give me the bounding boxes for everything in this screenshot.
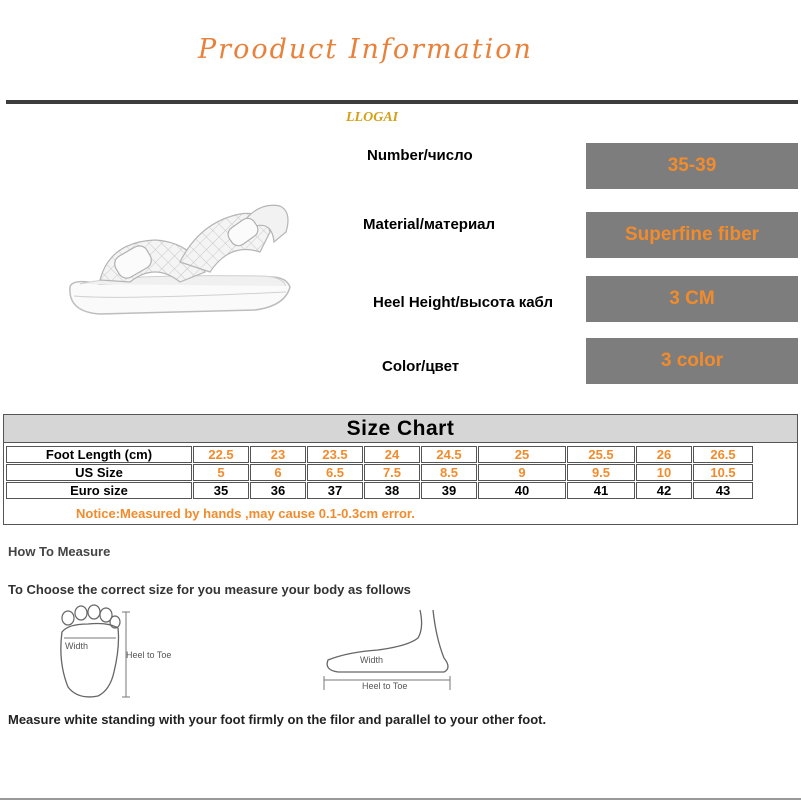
table-cell: 6 <box>250 464 306 481</box>
spec-value-color: 3 color <box>586 338 798 384</box>
side-heel-to-toe-label: Heel to Toe <box>362 681 408 691</box>
title-divider <box>6 100 798 104</box>
table-cell: 41 <box>567 482 635 499</box>
row-label: Foot Length (cm) <box>6 446 192 463</box>
table-cell: 43 <box>693 482 753 499</box>
size-chart-notice: Notice:Measured by hands ,may cause 0.1-0.3cm error. <box>76 506 415 521</box>
spec-label-number: Number/число <box>367 147 473 164</box>
table-cell: 38 <box>364 482 420 499</box>
width-label: Width <box>65 641 89 651</box>
table-cell: 26.5 <box>693 446 753 463</box>
spec-label-color: Color/цвет <box>382 358 460 375</box>
table-cell: 6.5 <box>307 464 363 481</box>
table-cell: 39 <box>421 482 477 499</box>
table-cell: 10.5 <box>693 464 753 481</box>
table-cell: 36 <box>250 482 306 499</box>
spec-label-heel-height: Heel Height/высота кабл <box>373 294 553 311</box>
size-chart-title: Size Chart <box>4 415 797 443</box>
table-cell: 25.5 <box>567 446 635 463</box>
how-to-measure-intro: To Choose the correct size for you measure your body as follows <box>8 582 411 597</box>
table-cell: 5 <box>193 464 249 481</box>
spec-value-material: Superfine fiber <box>586 212 798 258</box>
page-title: Prooduct Information <box>198 34 533 65</box>
table-cell: 9 <box>478 464 566 481</box>
table-cell: 10 <box>636 464 692 481</box>
table-cell: 22.5 <box>193 446 249 463</box>
table-cell: 37 <box>307 482 363 499</box>
table-cell: 23 <box>250 446 306 463</box>
brand-name: LLOGAI <box>346 110 399 125</box>
size-chart-table <box>5 445 754 500</box>
table-cell: 9.5 <box>567 464 635 481</box>
spec-value-number: 35-39 <box>586 143 798 189</box>
spec-label-material: Material/материал <box>363 216 496 233</box>
table-cell: 23.5 <box>307 446 363 463</box>
table-row <box>6 464 753 481</box>
foot-top-view-diagram <box>48 602 198 702</box>
table-cell: 24.5 <box>421 446 477 463</box>
table-cell: 7.5 <box>364 464 420 481</box>
how-to-measure-heading: How To Measure <box>8 544 111 559</box>
row-label: US Size <box>6 464 192 481</box>
table-cell: 25 <box>478 446 566 463</box>
product-image-sandal <box>60 192 300 332</box>
table-cell: 42 <box>636 482 692 499</box>
spec-value-heel-height: 3 CM <box>586 276 798 322</box>
heel-to-toe-label: Heel to Toe <box>126 650 172 660</box>
table-row <box>6 446 753 463</box>
table-cell: 26 <box>636 446 692 463</box>
side-width-label: Width <box>360 655 384 665</box>
table-cell: 24 <box>364 446 420 463</box>
table-cell: 40 <box>478 482 566 499</box>
size-chart <box>3 414 798 525</box>
row-label: Euro size <box>6 482 192 499</box>
table-cell: 8.5 <box>421 464 477 481</box>
table-row <box>6 482 753 499</box>
table-cell: 35 <box>193 482 249 499</box>
measure-note: Measure white standing with your foot firmly on the filor and parallel to your other foot. <box>8 712 547 727</box>
